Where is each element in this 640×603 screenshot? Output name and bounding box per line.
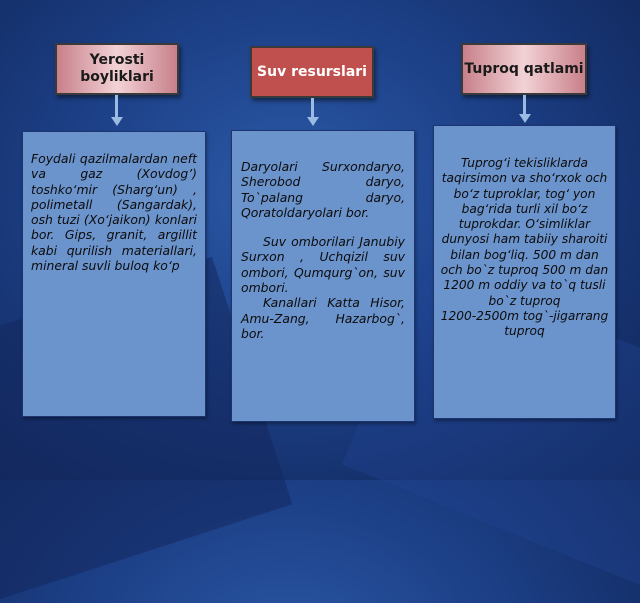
header-suv-resurslari [250, 46, 374, 98]
suv-canals-text: Kanallari Katta Hisor, Amu-Zang, Hazarbog`, bor. [241, 295, 405, 341]
tuproq-text-2: 1200-2500m tog`-jigarrang tuproq [440, 308, 609, 339]
header-yerosti-boyliklari [55, 43, 179, 95]
box-suv-resurslari [231, 130, 415, 422]
box-tuproq-qatlami [433, 125, 616, 419]
tuproq-text: Tuprog‘i tekisliklarda taqirsimon va sho‘rxok och bo‘z tuproklar, tog‘ yon bag‘rida turli xil bo‘z tuprokdar. O‘simliklar dunyosi ham tabiiy sharoiti bilan bog‘liq. 500 m dan och bo`z tuproq 500 m dan 1200 m oddiy va to`q tusli bo`z tuproq [440, 156, 609, 308]
suv-rivers-text: Daryolari Surxondaryo, Sherobod daryo, To`palang daryo, Qoratoldaryolari bor. [241, 159, 405, 220]
box-yerosti-boyliklari [22, 131, 206, 417]
header-suv-label: Suv resurslari [257, 63, 367, 80]
header-yerosti-label: Yerosti boyliklari [80, 52, 154, 85]
yerosti-text: Foydali qazilmalardan neft va gaz (Xovdog’) toshko‘mir (Sharg‘un) , polimetall (Sangardak), osh tuzi (Xo‘jaikon) konlari bor. Gips, granit, argillit kabi qurilish materiallari, mineral suvli buloq ko‘p [31, 151, 197, 274]
suv-reservoirs-text: Suv omborilari Janubiy Surxon , Uchqizil suv ombori, Qumqurg`on, suv ombori. [241, 234, 405, 296]
header-tuproq-label: Tuproq qatlami [464, 60, 584, 77]
header-tuproq-qatlami [461, 43, 587, 95]
